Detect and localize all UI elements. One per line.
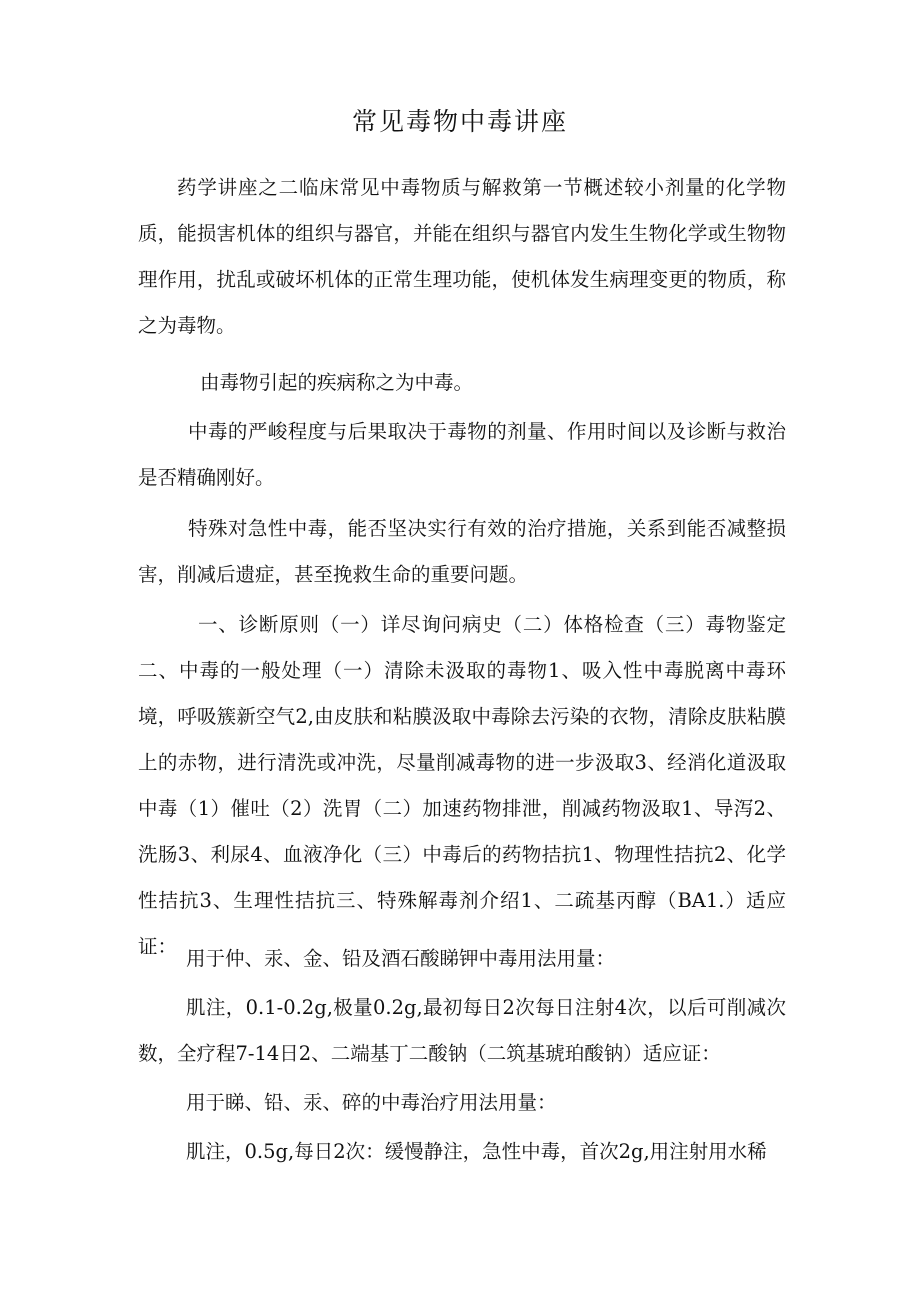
paragraph-dmsa-indication: 用于睇、铅、汞、碎的中毒治疗用法用量： xyxy=(186,1091,557,1114)
paragraph-diagnosis-and-treatment: 一、诊断原则（一）详尽询问病史（二）体格检查（三）毒物鉴定二、中毒的一般处理（一）清除未汲取的毒物1、吸入性中毒脱离中毒环境，呼吸簇新空气2,由皮肤和粘膜汲取中毒除去污染的衣物，清除皮肤粘膜上的赤物，进行清洗或冲洗，尽量削减毒物的进一步汲取3、经消化道汲取中毒（1）催吐（2）洗胃（二）加速药物排泄，削减药物汲取1、导泻2、洗肠3、利尿4、血液净化（三）中毒后的药物拮抗1、物理性拮抗2、化学性拮抗3、生理性拮抗三、特殊解毒剂介绍1、二疏基丙醇（BA1.）适应证： xyxy=(138,613,786,958)
paragraph-definition-of-poison: 药学讲座之二临床常见中毒物质与解救第一节概述较小剂量的化学物质，能损害机体的组织与器官，并能在组织与器官内发生生物化学或生物物理作用，扰乱或破坏机体的正常生理功能，使机体发生病理变更的物质，称之为毒物。 xyxy=(138,176,786,337)
paragraph-severity: 中毒的严峻程度与后果取决于毒物的剂量、作用时间以及诊断与救治是否精确刚好。 xyxy=(138,420,786,489)
paragraph-bal-dosage: 肌注，0.1-0.2g,极量0.2g,最初每日2次每日注射4次，以后可削减次数，全疗程7-14日2、二端基丁二酸钠（二筑基琥珀酸钠）适应证： xyxy=(138,996,786,1065)
paragraph-bal-indication: 用于仲、汞、金、铅及酒石酸睇钾中毒用法用量： xyxy=(186,947,616,970)
paragraph-definition-of-poisoning: 由毒物引起的疾病称之为中毒。 xyxy=(200,371,474,394)
page-title: 常见毒物中毒讲座 xyxy=(351,107,568,136)
paragraph-dmsa-dosage: 肌注，0.5g,每日2次：缓慢静注，急性中毒，首次2g,用注射用水稀 xyxy=(186,1140,767,1163)
paragraph-acute-poisoning: 特殊对急性中毒，能否坚决实行有效的治疗措施，关系到能否减整损害，削减后遗症，甚至挽救生命的重要问题。 xyxy=(138,517,786,586)
